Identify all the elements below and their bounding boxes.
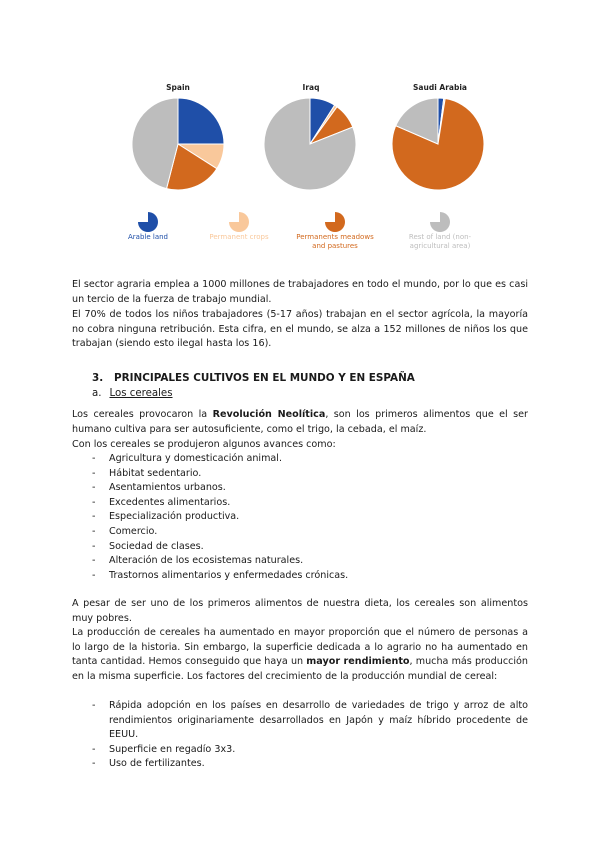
text-run: , son los primeros alimentos que el ser humano cultiva para ser autosuficiente, como el trigo, la cebada, el maíz.	[72, 409, 528, 435]
advance-item: - Especialización productiva.	[92, 510, 528, 525]
text-run: , mucha más producción en la misma superficie. Los factores del crecimiento de la producción mundial de cereal:	[72, 656, 528, 682]
text-run: Los cereales provocaron la	[72, 409, 213, 420]
legend-label-arable-land: Arable land	[128, 233, 168, 241]
section-number: 3.	[92, 372, 104, 384]
legend-icon-3	[430, 212, 450, 232]
advance-item: - Comercio.	[92, 525, 528, 540]
subsection-letter: a.	[92, 388, 102, 399]
section-title: PRINCIPALES CULTIVOS EN EL MUNDO Y EN ESPAÑA	[114, 372, 415, 384]
subsection-title: Los cereales	[109, 388, 173, 399]
paragraph-child-labour: El 70% de todos los niños trabajadores (5-17 años) trabajan en el sector agrícola, la mayoría no cobra ninguna retribución. Esta cifra, en el mundo, se alza a 152 millones de niños los que trabajan (siendo esto ilegal hasta los 16).	[72, 309, 528, 350]
factor-item: - Rápida adopción en los países en desarrollo de variedades de trigo y arroz de alto rendimientos originariamente desarrollados en Japón y maíz híbrido procedente de EEUU.	[92, 699, 528, 743]
pie-title-spain: Spain	[166, 83, 190, 92]
pie-slice-spain-0	[178, 98, 224, 144]
advance-item: - Alteración de los ecosistemas naturales.	[92, 554, 528, 569]
legend-icon-1	[229, 212, 249, 232]
paragraph-neolithic	[72, 408, 528, 437]
legend-icon-2	[325, 212, 345, 232]
factors-list	[92, 699, 528, 772]
subsection-heading	[92, 388, 173, 399]
paragraph-agrarian-workers: El sector agraria emplea a 1000 millones de trabajadores en todo el mundo, por lo que es casi un tercio de la fuerza de trabajo mundial.	[72, 279, 528, 305]
section-heading	[92, 372, 415, 384]
advances-list	[92, 452, 528, 583]
advance-item: - Trastornos alimentarios y enfermedades crónicas.	[92, 569, 528, 584]
pie-title-saudi-arabia: Saudi Arabia	[413, 83, 467, 92]
pie-charts	[110, 70, 490, 260]
legend-label-meadows-pastures: Permanents meadows and pastures	[296, 233, 374, 250]
bold-term: mayor rendimiento	[306, 656, 410, 668]
advance-item: - Sociedad de clases.	[92, 540, 528, 555]
advance-item: - Excedentes alimentarios.	[92, 496, 528, 511]
legend-label-permanent-crops: Permanent crops	[209, 233, 269, 241]
advance-item: - Asentamientos urbanos.	[92, 481, 528, 496]
factor-item: - Uso de fertilizantes.	[92, 757, 528, 772]
legend-label-rest-of-land: Rest of land (non-agricultural area)	[408, 233, 472, 250]
text-run: La producción de cereales ha aumentado en mayor proporción que el número de personas a lo largo de la historia. Sin embargo, la superficie dedicada a lo agrario no ha aumentado en tanta cantidad. Hemos conseguido que haya un	[72, 627, 528, 668]
factor-item: - Superficie en regadío 3x3.	[92, 743, 528, 758]
bold-term: Revolución Neolítica	[212, 409, 326, 420]
advance-item: - Agricultura y domesticación animal.	[92, 452, 528, 467]
land-use-figure	[110, 70, 490, 260]
advance-item: - Hábitat sedentario.	[92, 467, 528, 482]
pie-title-iraq: Iraq	[302, 83, 320, 92]
paragraph-poor-foods: A pesar de ser uno de los primeros alimentos de nuestra dieta, los cereales son alimentos muy pobres.	[72, 598, 528, 624]
legend-icon-0	[138, 212, 158, 232]
paragraph-production	[72, 626, 528, 684]
paragraph-advances-intro: Con los cereales se produjeron algunos avances como:	[72, 439, 336, 450]
